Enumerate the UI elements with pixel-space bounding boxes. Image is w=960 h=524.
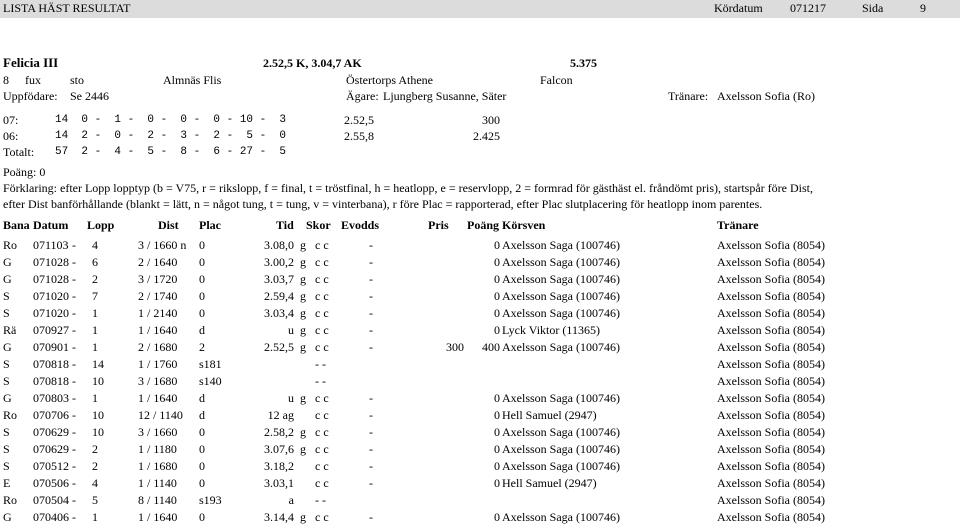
- cell-dist: 2 / 1680: [138, 340, 178, 354]
- cell-lopp: 1: [92, 510, 98, 524]
- cell-tranare: Axelsson Sofia (8054): [717, 425, 825, 439]
- cell-lopp: 2: [92, 459, 98, 473]
- cell-poang: 0: [494, 323, 500, 337]
- cell-tid: 2.58,2: [264, 425, 294, 439]
- stats-label-total: Totalt:: [3, 145, 35, 159]
- cell-korsven: Hell Samuel (2947): [502, 408, 597, 422]
- cell-s1: g: [300, 425, 306, 439]
- cell-s2: c c: [315, 272, 329, 286]
- cell-tid: 3.00,2: [264, 255, 294, 269]
- cell-lopp: 14: [92, 357, 104, 371]
- cell-tranare: Axelsson Sofia (8054): [717, 255, 825, 269]
- cell-dash: -: [72, 442, 76, 456]
- cell-bana: S: [3, 442, 10, 456]
- cell-s2: c c: [315, 255, 329, 269]
- trainer: Axelsson Sofia (Ro): [717, 89, 815, 103]
- cell-poang: 0: [494, 289, 500, 303]
- cell-s2: c c: [315, 408, 329, 422]
- col-lopp: Lopp: [87, 218, 115, 232]
- cell-tid: 3.14,4: [264, 510, 294, 524]
- cell-dash: -: [72, 510, 76, 524]
- cell-bana: S: [3, 374, 10, 388]
- cell-ev: -: [369, 425, 373, 439]
- col-plac: Plac: [199, 218, 221, 232]
- cell-tranare: Axelsson Sofia (8054): [717, 391, 825, 405]
- cell-dist: 8 / 1140: [138, 493, 177, 507]
- cell-tid: 12 ag: [267, 408, 294, 422]
- stats-record-06: 2.55,8: [344, 129, 374, 143]
- stats-numbers-total: 57 2 - 4 - 5 - 8 - 6 - 27 - 5: [55, 146, 287, 158]
- cell-tranare: Axelsson Sofia (8054): [717, 357, 825, 371]
- cell-tid: 3.03,4: [264, 306, 294, 320]
- cell-datum: 070818: [33, 374, 69, 388]
- cell-lopp: 10: [92, 374, 104, 388]
- cell-ev: -: [369, 459, 373, 473]
- cell-lopp: 2: [92, 442, 98, 456]
- cell-ev: -: [369, 510, 373, 524]
- cell-poang: 400: [482, 340, 500, 354]
- cell-korsven: Axelsson Saga (100746): [502, 442, 620, 456]
- horse-record: 2.52,5 K, 3.04,7 AK: [263, 56, 362, 70]
- cell-s1: g: [300, 340, 306, 354]
- cell-bana: Ro: [3, 238, 18, 252]
- cell-bana: G: [3, 272, 12, 286]
- cell-tid: a: [288, 493, 294, 507]
- cell-dash: -: [72, 323, 76, 337]
- cell-s2: - -: [315, 357, 326, 371]
- cell-datum: 070406: [33, 510, 69, 524]
- cell-dash: -: [72, 340, 76, 354]
- owner: Ljungberg Susanne, Säter: [383, 89, 507, 103]
- cell-datum: 071020: [33, 306, 69, 320]
- col-poang: Poäng: [467, 218, 500, 232]
- cell-datum: 070803: [33, 391, 69, 405]
- cell-dist: 1 / 1140: [138, 476, 177, 490]
- cell-korsven: Axelsson Saga (100746): [502, 255, 620, 269]
- cell-ev: -: [369, 323, 373, 337]
- breeder: Se 2446: [70, 89, 109, 103]
- cell-ev: -: [369, 238, 373, 252]
- cell-tid: u: [288, 323, 294, 337]
- cell-tranare: Axelsson Sofia (8054): [717, 306, 825, 320]
- cell-bana: Rä: [3, 323, 17, 337]
- cell-dist: 1 / 1180: [138, 442, 177, 456]
- cell-tranare: Axelsson Sofia (8054): [717, 510, 825, 524]
- cell-tranare: Axelsson Sofia (8054): [717, 340, 825, 354]
- cell-dash: -: [72, 255, 76, 269]
- cell-plac: 0: [199, 425, 205, 439]
- cell-lopp: 2: [92, 272, 98, 286]
- cell-poang: 0: [494, 425, 500, 439]
- cell-s2: c c: [315, 289, 329, 303]
- cell-datum: 071020: [33, 289, 69, 303]
- page-label: Sida: [862, 1, 884, 15]
- stats-numbers-06: 14 2 - 0 - 2 - 3 - 2 - 5 - 0: [55, 130, 287, 142]
- cell-lopp: 6: [92, 255, 98, 269]
- cell-datum: 070629: [33, 425, 69, 439]
- cell-s2: c c: [315, 391, 329, 405]
- cell-plac: d: [199, 391, 205, 405]
- cell-plac: 0: [199, 476, 205, 490]
- horse-sire: Almnäs Flis: [163, 73, 222, 87]
- cell-s1: g: [300, 306, 306, 320]
- cell-lopp: 7: [92, 289, 98, 303]
- cell-s1: g: [300, 289, 306, 303]
- legend-line-2: efter Dist banförhållande (blankt = lätt, n = något tung, t = tung, v = vinterbana), r före Plac = rapporterad, efter Plac slutplacering för heatlopp inom parentes.: [3, 197, 763, 211]
- cell-bana: S: [3, 459, 10, 473]
- cell-bana: S: [3, 425, 10, 439]
- cell-ev: -: [369, 306, 373, 320]
- cell-s1: g: [300, 391, 306, 405]
- horse-sex: sto: [70, 73, 85, 87]
- cell-ev: -: [369, 476, 373, 490]
- cell-dash: -: [72, 459, 76, 473]
- cell-dist: 3 / 1680: [138, 374, 178, 388]
- cell-datum: 070504: [33, 493, 69, 507]
- cell-korsven: Lyck Viktor (11365): [502, 323, 600, 337]
- cell-dist: 1 / 1640: [138, 323, 178, 337]
- cell-s2: c c: [315, 238, 329, 252]
- cell-tid: 2.52,5: [264, 340, 294, 354]
- cell-tranare: Axelsson Sofia (8054): [717, 323, 825, 337]
- cell-lopp: 10: [92, 425, 104, 439]
- cell-dash: -: [72, 425, 76, 439]
- cell-s1: g: [300, 323, 306, 337]
- cell-tranare: Axelsson Sofia (8054): [717, 408, 825, 422]
- col-korsven: Körsven: [502, 218, 546, 232]
- cell-dist: 12 / 1140: [138, 408, 183, 422]
- cell-ev: -: [369, 340, 373, 354]
- cell-plac: 0: [199, 510, 205, 524]
- cell-dash: -: [72, 493, 76, 507]
- cell-korsven: Axelsson Saga (100746): [502, 289, 620, 303]
- horse-age: 8: [3, 73, 9, 87]
- cell-tid: 3.07,6: [264, 442, 294, 456]
- horse-name: Felicia III: [3, 55, 59, 70]
- cell-s1: g: [300, 255, 306, 269]
- horse-color: fux: [25, 73, 41, 87]
- cell-s2: - -: [315, 374, 326, 388]
- cell-dist: 3 / 1720: [138, 272, 178, 286]
- owner-label: Ägare:: [346, 89, 379, 103]
- cell-dash: -: [72, 374, 76, 388]
- page-number: 9: [920, 1, 926, 15]
- cell-s2: c c: [315, 323, 329, 337]
- cell-tid: 3.18,2: [264, 459, 294, 473]
- cell-bana: Ro: [3, 408, 18, 422]
- cell-poang: 0: [494, 306, 500, 320]
- cell-lopp: 1: [92, 340, 98, 354]
- breeder-label: Uppfödare:: [3, 89, 58, 103]
- cell-lopp: 1: [92, 391, 98, 405]
- cell-dash: -: [72, 476, 76, 490]
- cell-datum: 071103: [33, 238, 69, 252]
- cell-korsven: Axelsson Saga (100746): [502, 510, 620, 524]
- cell-s2: c c: [315, 306, 329, 320]
- cell-tid: 2.59,4: [264, 289, 294, 303]
- cell-dash: -: [72, 306, 76, 320]
- cell-dist: 2 / 1640: [138, 255, 178, 269]
- horse-dam: Östertorps Athene: [346, 73, 433, 87]
- run-date: 071217: [790, 1, 826, 15]
- cell-plac: d: [199, 408, 205, 422]
- cell-ev: -: [369, 272, 373, 286]
- cell-tranare: Axelsson Sofia (8054): [717, 374, 825, 388]
- cell-tid: 3.03,7: [264, 272, 294, 286]
- cell-korsven: Axelsson Saga (100746): [502, 238, 620, 252]
- stats-money-06: 2.425: [473, 129, 500, 143]
- col-datum: Datum: [33, 218, 69, 232]
- cell-tranare: Axelsson Sofia (8054): [717, 459, 825, 473]
- cell-s2: c c: [315, 459, 329, 473]
- cell-tranare: Axelsson Sofia (8054): [717, 442, 825, 456]
- stats-label-07: 07:: [3, 113, 19, 127]
- cell-korsven: Axelsson Saga (100746): [502, 306, 620, 320]
- stats-money-07: 300: [482, 113, 500, 127]
- cell-tid: 3.08,0: [264, 238, 294, 252]
- stats-label-06: 06:: [3, 129, 19, 143]
- stats-numbers-07: 14 0 - 1 - 0 - 0 - 0 - 10 - 3: [55, 114, 287, 126]
- cell-datum: 071028: [33, 272, 69, 286]
- cell-datum: 071028: [33, 255, 69, 269]
- cell-lopp: 4: [92, 238, 98, 252]
- cell-bana: S: [3, 289, 10, 303]
- cell-korsven: Axelsson Saga (100746): [502, 340, 620, 354]
- cell-plac: s140: [199, 374, 222, 388]
- cell-ev: -: [369, 391, 373, 405]
- col-dist: Dist: [158, 218, 179, 232]
- cell-plac: 0: [199, 459, 205, 473]
- cell-ev: -: [369, 408, 373, 422]
- cell-s2: c c: [315, 442, 329, 456]
- cell-bana: S: [3, 357, 10, 371]
- cell-s1: g: [300, 238, 306, 252]
- cell-datum: 070706: [33, 408, 69, 422]
- cell-korsven: Axelsson Saga (100746): [502, 459, 620, 473]
- points: Poäng: 0: [3, 165, 46, 179]
- cell-s1: g: [300, 442, 306, 456]
- cell-s1: g: [300, 272, 306, 286]
- cell-bana: E: [3, 476, 11, 490]
- cell-ev: -: [369, 255, 373, 269]
- cell-korsven: Axelsson Saga (100746): [502, 272, 620, 286]
- run-date-label: Kördatum: [714, 1, 763, 15]
- cell-poang: 0: [494, 255, 500, 269]
- cell-bana: G: [3, 255, 12, 269]
- cell-poang: 0: [494, 391, 500, 405]
- cell-dist: 1 / 1640: [138, 510, 178, 524]
- cell-bana: S: [3, 306, 10, 320]
- col-tranare: Tränare: [717, 218, 759, 232]
- cell-datum: 070927: [33, 323, 69, 337]
- cell-poang: 0: [494, 476, 500, 490]
- cell-plac: 0: [199, 442, 205, 456]
- cell-plac: s181: [199, 357, 222, 371]
- cell-plac: d: [199, 323, 205, 337]
- cell-plac: 2: [199, 340, 205, 354]
- cell-dash: -: [72, 357, 76, 371]
- col-tid: Tid: [276, 218, 294, 232]
- cell-tranare: Axelsson Sofia (8054): [717, 272, 825, 286]
- cell-tranare: Axelsson Sofia (8054): [717, 493, 825, 507]
- cell-dist: 1 / 1640: [138, 391, 178, 405]
- cell-datum: 070629: [33, 442, 69, 456]
- cell-tranare: Axelsson Sofia (8054): [717, 289, 825, 303]
- cell-pris: 300: [446, 340, 464, 354]
- cell-s2: - -: [315, 493, 326, 507]
- cell-plac: 0: [199, 289, 205, 303]
- cell-dash: -: [72, 391, 76, 405]
- horse-index: 5.375: [570, 56, 597, 70]
- cell-dist: 3 / 1660 n: [138, 238, 187, 252]
- cell-lopp: 4: [92, 476, 98, 490]
- cell-poang: 0: [494, 272, 500, 286]
- cell-s2: c c: [315, 510, 329, 524]
- col-evodds: Evodds: [341, 218, 380, 232]
- cell-tranare: Axelsson Sofia (8054): [717, 476, 825, 490]
- trainer-label: Tränare:: [668, 89, 709, 103]
- cell-korsven: Axelsson Saga (100746): [502, 391, 620, 405]
- cell-datum: 070512: [33, 459, 69, 473]
- cell-datum: 070818: [33, 357, 69, 371]
- cell-s2: c c: [315, 425, 329, 439]
- cell-dash: -: [72, 289, 76, 303]
- cell-plac: 0: [199, 306, 205, 320]
- cell-bana: G: [3, 510, 12, 524]
- cell-korsven: Hell Samuel (2947): [502, 476, 597, 490]
- cell-bana: G: [3, 340, 12, 354]
- col-skor: Skor: [306, 218, 331, 232]
- cell-s1: g: [300, 510, 306, 524]
- cell-lopp: 1: [92, 323, 98, 337]
- cell-plac: 0: [199, 255, 205, 269]
- cell-poang: 0: [494, 459, 500, 473]
- cell-ev: -: [369, 442, 373, 456]
- cell-korsven: Axelsson Saga (100746): [502, 425, 620, 439]
- cell-plac: s193: [199, 493, 222, 507]
- cell-poang: 0: [494, 442, 500, 456]
- cell-dist: 1 / 1680: [138, 459, 178, 473]
- cell-datum: 070901: [33, 340, 69, 354]
- cell-lopp: 5: [92, 493, 98, 507]
- cell-tid: u: [288, 391, 294, 405]
- cell-dash: -: [72, 272, 76, 286]
- cell-bana: G: [3, 391, 12, 405]
- cell-poang: 0: [494, 510, 500, 524]
- cell-tid: 3.03,1: [264, 476, 294, 490]
- col-bana: Bana: [3, 218, 30, 232]
- cell-plac: 0: [199, 272, 205, 286]
- cell-ev: -: [369, 289, 373, 303]
- cell-s2: c c: [315, 340, 329, 354]
- cell-bana: Ro: [3, 493, 18, 507]
- cell-datum: 070506: [33, 476, 69, 490]
- cell-dash: -: [72, 238, 76, 252]
- cell-s2: c c: [315, 476, 329, 490]
- cell-lopp: 10: [92, 408, 104, 422]
- legend-line-1: Förklaring: efter Lopp lopptyp (b = V75, r = rikslopp, f = final, t = tröstfinal, h = heatlopp, e = reservlopp, 2 = formrad för gästhäst el. fråndömt pris), startspår före Dist,: [3, 181, 813, 195]
- report-title: LISTA HÄST RESULTAT: [3, 1, 131, 15]
- cell-lopp: 1: [92, 306, 98, 320]
- cell-dash: -: [72, 408, 76, 422]
- col-pris: Pris: [428, 218, 449, 232]
- cell-dist: 2 / 1740: [138, 289, 178, 303]
- stats-record-07: 2.52,5: [344, 113, 374, 127]
- cell-poang: 0: [494, 238, 500, 252]
- cell-tranare: Axelsson Sofia (8054): [717, 238, 825, 252]
- cell-dist: 1 / 2140: [138, 306, 178, 320]
- cell-poang: 0: [494, 408, 500, 422]
- cell-dist: 1 / 1760: [138, 357, 178, 371]
- cell-plac: 0: [199, 238, 205, 252]
- horse-damsire: Falcon: [540, 73, 573, 87]
- cell-dist: 3 / 1660: [138, 425, 178, 439]
